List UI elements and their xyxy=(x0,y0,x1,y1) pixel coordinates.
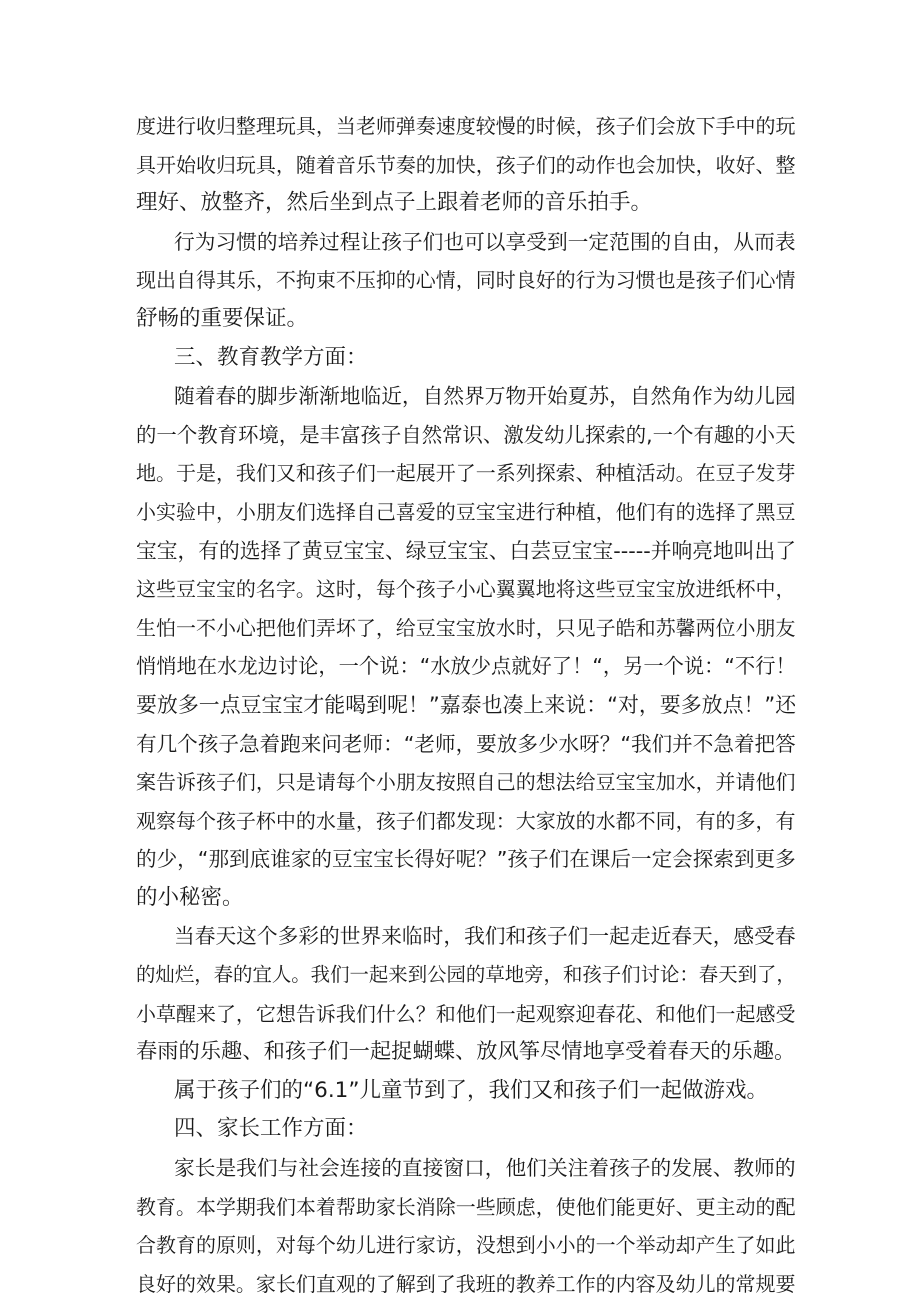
text-line: 理好、放整齐，然后坐到点子上跟着老师的音乐拍手。 xyxy=(136,190,653,216)
text-line: 具开始收归玩具，随着音乐节奏的加快，孩子们的动作也会加快，收好、整 xyxy=(136,152,796,177)
text-line: 家长是我们与社会连接的直接窗口，他们关注着孩子的发展、教师的 xyxy=(174,1156,796,1181)
text-line: 舒畅的重要保证。 xyxy=(136,305,309,331)
text-line: 这些豆宝宝的名字。这时，每个孩子小心翼翼地将这些豆宝宝放进纸杯中， xyxy=(136,577,796,602)
document-body xyxy=(136,107,796,1303)
text-line: 小实验中，小朋友们选择自己喜爱的豆宝宝进行种植，他们有的选择了黑豆 xyxy=(136,499,796,524)
text-line: 四、家长工作方面： xyxy=(174,1116,368,1142)
text-line: 三、教育教学方面： xyxy=(174,344,368,370)
text-line: 的灿烂，春的宜人。我们一起来到公园的草地旁，和孩子们讨论：春天到了， xyxy=(136,963,796,987)
text-line: 随着春的脚步渐渐地临近，自然界万物开始夏苏，自然角作为幼儿园 xyxy=(174,384,796,409)
text-line: 地。于是，我们又和孩子们一起展开了一系列探索、种植活动。在豆子发芽 xyxy=(136,461,796,486)
text-line: 的一个教育环境，是丰富孩子自然常识、激发幼儿探索的,一个有趣的小天 xyxy=(136,422,796,447)
text-line: 悄悄地在水龙边讨论，一个说：“水放少点就好了！“，另一个说：“不行！ xyxy=(136,654,796,679)
text-line: 观察每个孩子杯中的水量，孩子们都发现：大家放的水都不同，有的多，有 xyxy=(136,808,796,833)
text-line: 教育。本学期我们本着帮助家长消除一些顾虑，使他们能更好、更主动的配 xyxy=(136,1194,796,1219)
text-line: 属于孩子们的“6.1”儿童节到了，我们又和孩子们一起做游戏。 xyxy=(174,1077,768,1103)
text-line: 度进行收归整理玩具，当老师弹奏速度较慢的时候，孩子们会放下手中的玩 xyxy=(136,114,796,138)
text-line: 有几个孩子急着跑来问老师：“老师，要放多少水呀？“我们并不急着把答 xyxy=(136,731,796,756)
text-line: 的小秘密。 xyxy=(136,884,244,910)
text-line: 要放多一点豆宝宝才能喝到呢！”嘉泰也凑上来说：“对，要多放点！”还 xyxy=(136,692,797,717)
text-line: 小草醒来了，它想告诉我们什么？和他们一起观察迎春花、和他们一起感受 xyxy=(136,1001,796,1026)
text-line: 合教育的原则，对每个幼儿进行家访，没想到小小的一个举动却产生了如此 xyxy=(136,1233,796,1258)
text-line: 宝宝，有的选择了黄豆宝宝、绿豆宝宝、白芸豆宝宝-----并响亮地叫出了 xyxy=(136,538,796,563)
text-line: 现出自得其乐，不拘束不压抑的心情，同时良好的行为习惯也是孩子们心情 xyxy=(136,268,796,293)
text-line: 行为习惯的培养过程让孩子们也可以享受到一定范围的自由，从而表 xyxy=(174,229,796,254)
text-line: 案告诉孩子们，只是请每个小朋友按照自己的想法给豆宝宝加水，并请他们 xyxy=(136,770,796,795)
text-line: 春雨的乐趣、和孩子们一起捉蝴蝶、放风筝尽情地享受着春天的乐趣。 xyxy=(136,1039,796,1065)
text-line: 良好的效果。家长们直观的了解到了我班的教养工作的内容及幼儿的常规要 xyxy=(136,1271,796,1296)
text-line: 当春天这个多彩的世界来临时，我们和孩子们一起走近春天，感受春 xyxy=(174,924,796,949)
text-line: 的少，“那到底谁家的豆宝宝长得好呢？”孩子们在课后一定会探索到更多 xyxy=(136,847,796,872)
text-line: 生怕一不小心把他们弄坏了，给豆宝宝放水时，只见子皓和苏馨两位小朋友 xyxy=(136,615,796,640)
